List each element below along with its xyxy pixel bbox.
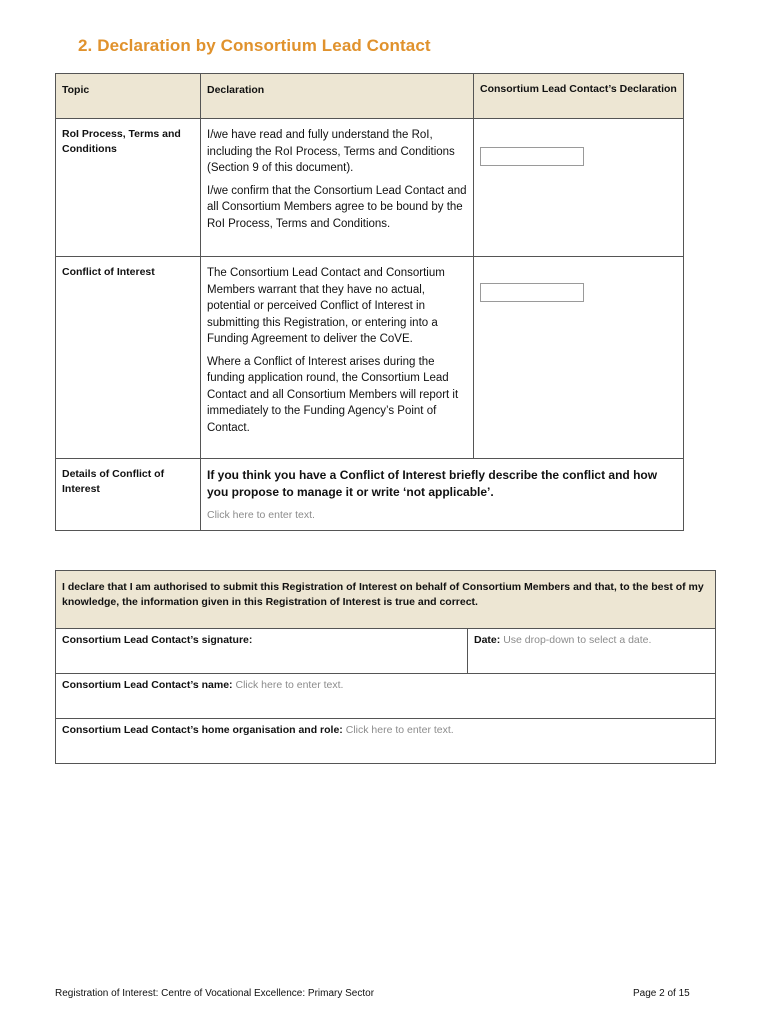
organisation-label: Consortium Lead Contact’s home organisation and role: — [62, 724, 343, 736]
header-declaration: Declaration — [207, 84, 265, 96]
row-topic: Conflict of Interest — [62, 266, 155, 278]
table-row — [56, 257, 684, 459]
declaration-paragraph: The Consortium Lead Contact and Consortium Members warrant that they have no actual, potential or perceived Conflict of Interest in submitting this Registration, or entering into a Funding Agreement to deliver the CoVE. — [207, 267, 445, 345]
conflict-details-question: If you think you have a Conflict of Interest briefly describe the conflict and how you propose to manage it or write ‘not applicable’. — [207, 468, 658, 499]
name-input[interactable]: Click here to enter text. — [235, 679, 344, 691]
date-field[interactable] — [468, 629, 716, 674]
declaration-paragraph: I/we have read and fully understand the RoI, including the RoI Process, Terms and Conditions (Section 9 of this document). — [207, 129, 455, 174]
organisation-row — [56, 719, 716, 764]
section-heading: 2. Declaration by Consortium Lead Contact — [78, 36, 431, 55]
name-row — [56, 674, 716, 719]
declaration-table — [55, 73, 684, 531]
authorisation-statement: I declare that I am authorised to submit this Registration of Interest on behalf of Consortium Members and that, to the best of my knowledge, the information given in this Registration of Interest is true and correct. — [56, 571, 716, 629]
organisation-input[interactable]: Click here to enter text. — [345, 724, 454, 736]
declaration-paragraph: Where a Conflict of Interest arises during the funding application round, the Consortium Lead Contact and all Consortium Members will report it immediately to the Funding Agency’s Point of Contact. — [207, 355, 459, 434]
row-topic: Details of Conflict of Interest — [62, 468, 165, 495]
conflict-details-input[interactable]: Click here to enter text. — [207, 509, 315, 521]
table-header-row — [56, 74, 684, 119]
declaration-paragraph: I/we confirm that the Consortium Lead Contact and all Consortium Members agree to be bound by the RoI Process, Terms and Conditions. — [207, 184, 467, 230]
table-row — [56, 119, 684, 257]
header-lead-contact-declaration: Consortium Lead Contact’s Declaration — [480, 83, 677, 95]
signature-label: Consortium Lead Contact’s signature: — [62, 634, 253, 646]
roi-terms-declaration-input[interactable] — [480, 147, 584, 166]
authorisation-statement-row — [56, 571, 716, 629]
header-topic: Topic — [62, 84, 90, 96]
signature-field[interactable] — [56, 629, 468, 674]
date-picker[interactable]: Use drop-down to select a date. — [503, 634, 652, 646]
conflict-of-interest-declaration-input[interactable] — [480, 283, 584, 302]
row-topic: RoI Process, Terms and Conditions — [62, 128, 181, 155]
signature-row — [56, 629, 716, 674]
table-row — [56, 459, 684, 531]
authorisation-table — [55, 570, 716, 764]
footer-document-title: Registration of Interest: Centre of Vocational Excellence: Primary Sector — [55, 988, 375, 999]
date-label: Date: — [474, 634, 501, 646]
footer-page-number: Page 2 of 15 — [633, 988, 690, 999]
name-label: Consortium Lead Contact’s name: — [62, 679, 233, 691]
